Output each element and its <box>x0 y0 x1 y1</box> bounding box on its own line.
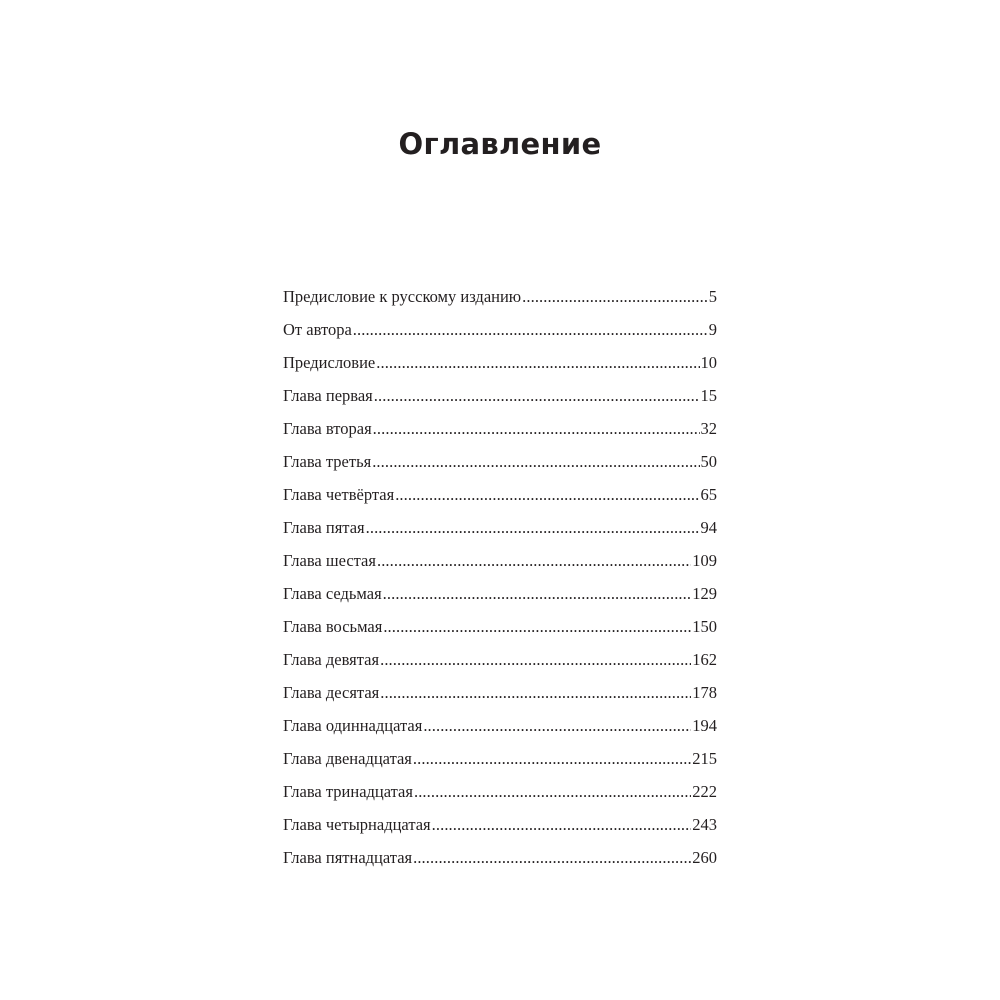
toc-entry-label: Глава шестая <box>283 551 376 570</box>
toc-entry-label: Глава четырнадцатая <box>283 815 431 834</box>
toc-entry-page: 94 <box>700 518 717 537</box>
toc-entry-page: 243 <box>692 815 717 834</box>
toc-entry <box>283 581 717 614</box>
toc-entry <box>283 779 717 812</box>
toc-entry-page: 109 <box>692 551 717 570</box>
toc-entry-label: Глава тринадцатая <box>283 782 413 801</box>
toc-entry <box>283 647 717 680</box>
toc-dot-leader <box>413 746 691 772</box>
toc-entry-page: 178 <box>692 683 717 702</box>
toc-entry-label: Глава седьмая <box>283 584 382 603</box>
toc-dot-leader <box>395 482 699 508</box>
toc-entry-label: Глава десятая <box>283 683 380 702</box>
toc-dot-leader <box>414 779 691 805</box>
toc-entry-label: Глава одиннадцатая <box>283 716 423 735</box>
toc-entry-page: 222 <box>692 782 717 801</box>
toc-entry-label: Глава пятая <box>283 518 365 537</box>
page-title: Оглавление <box>398 127 602 161</box>
toc-entry <box>283 482 717 515</box>
toc-entry-label: Глава двенадцатая <box>283 749 412 768</box>
toc-entry-label: Глава восьмая <box>283 617 383 636</box>
toc-entry-page: 260 <box>692 848 717 867</box>
toc-dot-leader <box>372 449 699 475</box>
toc-entry <box>283 614 717 647</box>
table-of-contents <box>283 284 717 878</box>
toc-entry-page: 5 <box>708 287 717 306</box>
toc-entry-page: 32 <box>700 419 717 438</box>
toc-entry <box>283 383 717 416</box>
toc-dot-leader <box>374 383 700 409</box>
toc-dot-leader <box>376 350 699 376</box>
toc-dot-leader <box>377 548 691 574</box>
toc-dot-leader <box>380 647 691 673</box>
toc-entry <box>283 515 717 548</box>
toc-entry <box>283 812 717 845</box>
toc-dot-leader <box>353 317 708 343</box>
toc-dot-leader <box>522 284 708 310</box>
toc-entry <box>283 449 717 482</box>
toc-entry <box>283 350 717 383</box>
toc-entry <box>283 548 717 581</box>
toc-dot-leader <box>413 845 691 871</box>
toc-entry-label: Глава девятая <box>283 650 380 669</box>
toc-dot-leader <box>423 713 691 739</box>
toc-entry-label: Глава пятнадцатая <box>283 848 413 867</box>
toc-entry-page: 15 <box>700 386 717 405</box>
toc-entry <box>283 680 717 713</box>
toc-dot-leader <box>380 680 691 706</box>
toc-entry-page: 50 <box>700 452 717 471</box>
toc-entry <box>283 317 717 350</box>
toc-entry-page: 215 <box>692 749 717 768</box>
toc-entry-label: Глава третья <box>283 452 372 471</box>
toc-entry-label: Предисловие к русскому изданию <box>283 287 522 306</box>
toc-entry-page: 162 <box>692 650 717 669</box>
toc-dot-leader <box>383 581 692 607</box>
toc-entry-label: От автора <box>283 320 352 339</box>
toc-entry <box>283 746 717 779</box>
toc-dot-leader <box>366 515 700 541</box>
toc-entry-page: 9 <box>708 320 717 339</box>
toc-entry-page: 65 <box>700 485 717 504</box>
toc-entry <box>283 713 717 746</box>
toc-entry-page: 194 <box>692 716 717 735</box>
toc-entry-label: Глава четвёртая <box>283 485 395 504</box>
toc-entry-label: Предисловие <box>283 353 376 372</box>
toc-entry-page: 129 <box>692 584 717 603</box>
toc-entry-label: Глава первая <box>283 386 373 405</box>
toc-entry-page: 150 <box>692 617 717 636</box>
toc-entry-label: Глава вторая <box>283 419 372 438</box>
toc-dot-leader <box>432 812 692 838</box>
toc-entry <box>283 416 717 449</box>
toc-entry-page: 10 <box>700 353 717 372</box>
toc-entry <box>283 284 717 317</box>
toc-entry <box>283 845 717 878</box>
toc-dot-leader <box>383 614 691 640</box>
toc-dot-leader <box>373 416 700 442</box>
